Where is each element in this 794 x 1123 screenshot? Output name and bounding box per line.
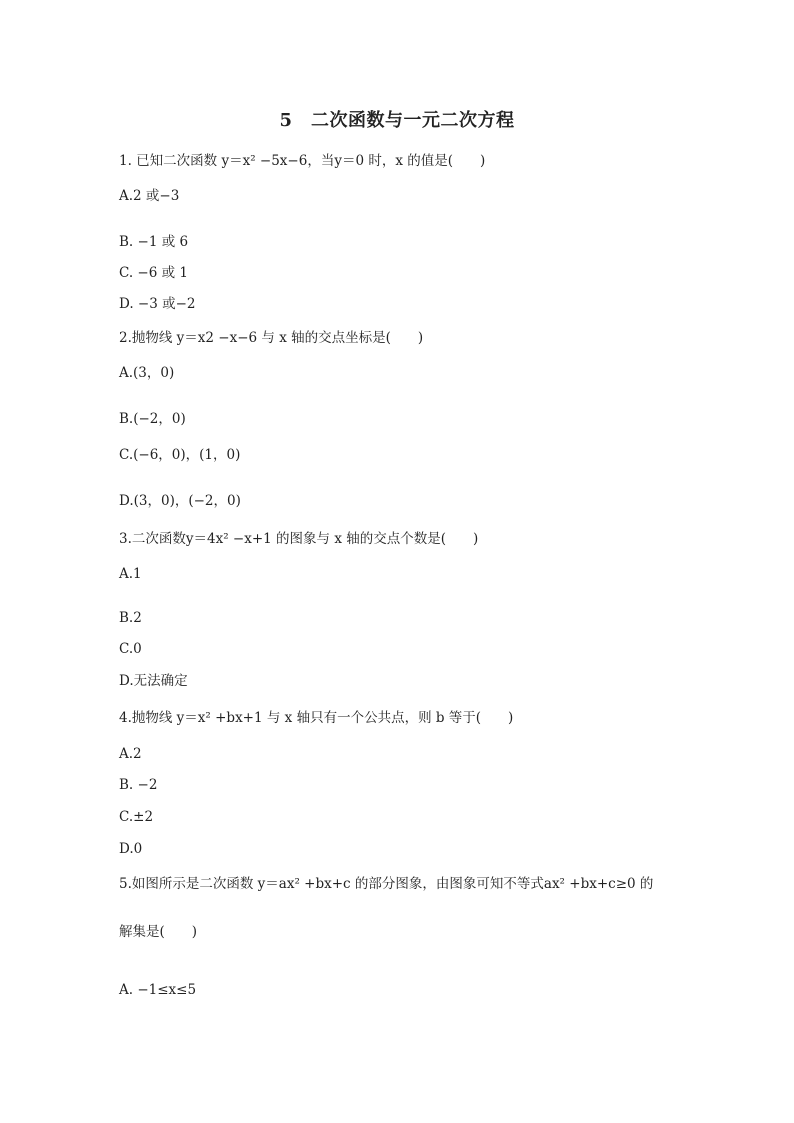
question-3: 3.二次函数y＝4x² −x+1 的图象与 x 轴的交点个数是( ) — [119, 531, 479, 547]
question-5: 5.如图所示是二次函数 y＝ax² +bx+c 的部分图象，由图象可知不等式ax² +bx+c≥0 的 — [119, 876, 654, 892]
question-4-option-d: D.0 — [119, 841, 143, 857]
question-2-option-d: D.(3，0)，(−2，0) — [119, 493, 241, 509]
question-3-option-c: C.0 — [119, 641, 142, 657]
question-3-option-a: A.1 — [119, 566, 142, 582]
question-1-option-b: B. −1 或 6 — [119, 234, 189, 250]
question-2-option-c: C.(−6，0)，(1，0) — [119, 447, 241, 463]
question-2-option-a: A.(3，0) — [119, 365, 175, 381]
question-4: 4.抛物线 y＝x² +bx+1 与 x 轴只有一个公共点，则 b 等于( ) — [119, 710, 514, 726]
question-5-option-a: A. −1≤x≤5 — [119, 982, 197, 998]
question-2: 2.抛物线 y＝x2 −x−6 与 x 轴的交点坐标是( ) — [119, 330, 424, 346]
question-3-option-d: D.无法确定 — [119, 673, 188, 689]
question-2-option-b: B.(−2，0) — [119, 411, 186, 427]
question-4-option-a: A.2 — [119, 746, 142, 762]
question-4-option-c: C.±2 — [119, 809, 154, 825]
question-1: 1. 已知二次函数 y＝x² −5x−6，当y＝0 时，x 的值是( ) — [119, 153, 486, 169]
question-4-option-b: B. −2 — [119, 777, 158, 793]
question-5-continued: 解集是( ) — [119, 924, 198, 940]
question-1-option-d: D. −3 或−2 — [119, 296, 196, 312]
question-1-option-a: A.2 或−3 — [119, 188, 180, 204]
question-3-option-b: B.2 — [119, 610, 142, 626]
page-title: 5 二次函数与一元二次方程 — [279, 110, 515, 131]
question-1-option-c: C. −6 或 1 — [119, 265, 189, 281]
